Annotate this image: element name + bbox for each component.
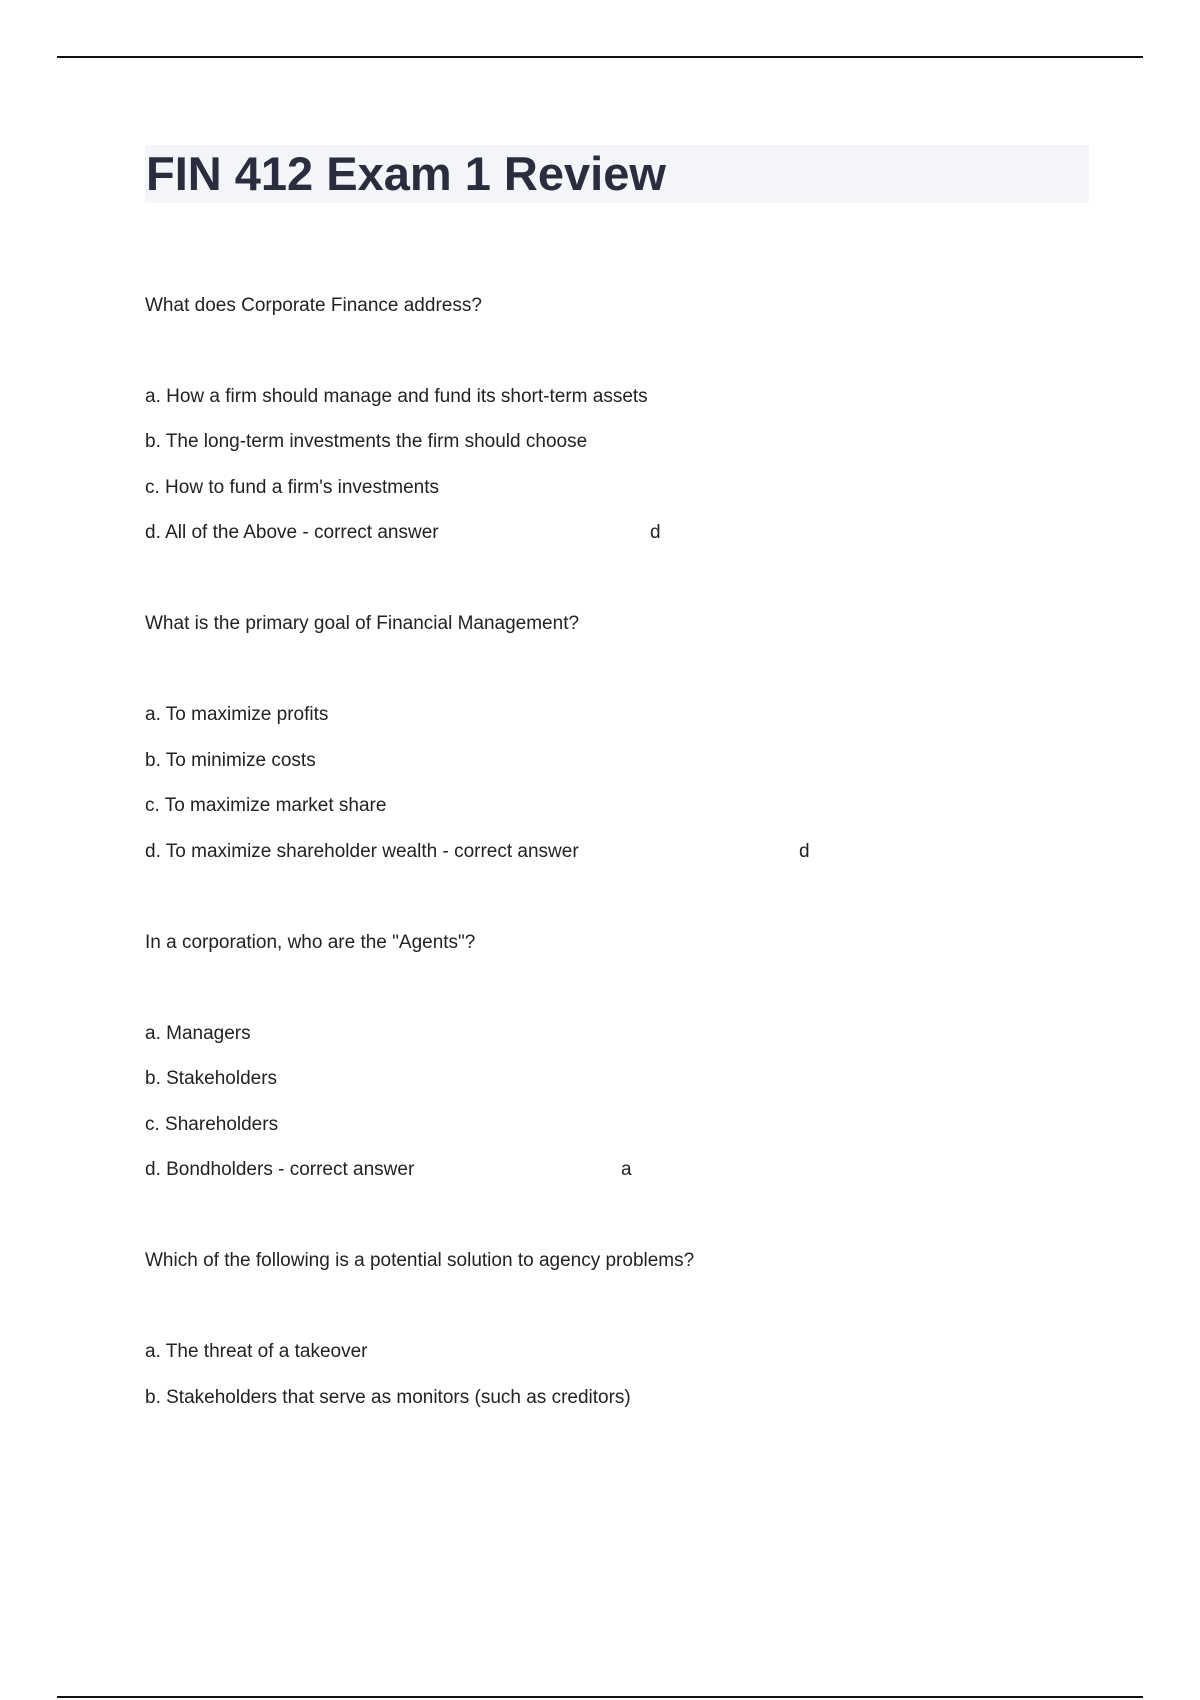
- q1-answer: d: [650, 522, 661, 543]
- q4-option-b: b. Stakeholders that serve as monitors (such as creditors): [145, 1387, 631, 1408]
- q2-option-d: d. To maximize shareholder wealth - correct answer: [145, 841, 579, 862]
- top-rule: [57, 56, 1143, 58]
- q2-option-c: c. To maximize market share: [145, 795, 387, 816]
- q2-option-a: a. To maximize profits: [145, 704, 329, 725]
- q1-option-b: b. The long-term investments the firm should choose: [145, 431, 588, 452]
- q1-option-c: c. How to fund a firm's investments: [145, 477, 440, 498]
- q3-option-c: c. Shareholders: [145, 1114, 279, 1135]
- q2-answer: d: [799, 841, 810, 862]
- q3-option-b: b. Stakeholders: [145, 1068, 278, 1089]
- question-4: Which of the following is a potential solution to agency problems?: [145, 1250, 695, 1271]
- q1-option-a: a. How a firm should manage and fund its short-term assets: [145, 386, 648, 407]
- question-3: In a corporation, who are the "Agents"?: [145, 932, 476, 953]
- q4-option-a: a. The threat of a takeover: [145, 1341, 368, 1362]
- page-title: FIN 412 Exam 1 Review: [146, 147, 666, 200]
- q3-option-d: d. Bondholders - correct answer: [145, 1159, 415, 1180]
- q2-option-b: b. To minimize costs: [145, 750, 316, 771]
- q3-answer: a: [621, 1159, 632, 1180]
- question-1: What does Corporate Finance address?: [145, 295, 482, 316]
- q1-option-d: d. All of the Above - correct answer: [145, 522, 439, 543]
- q3-option-a: a. Managers: [145, 1023, 251, 1044]
- question-2: What is the primary goal of Financial Management?: [145, 613, 580, 634]
- bottom-rule: [57, 1696, 1143, 1698]
